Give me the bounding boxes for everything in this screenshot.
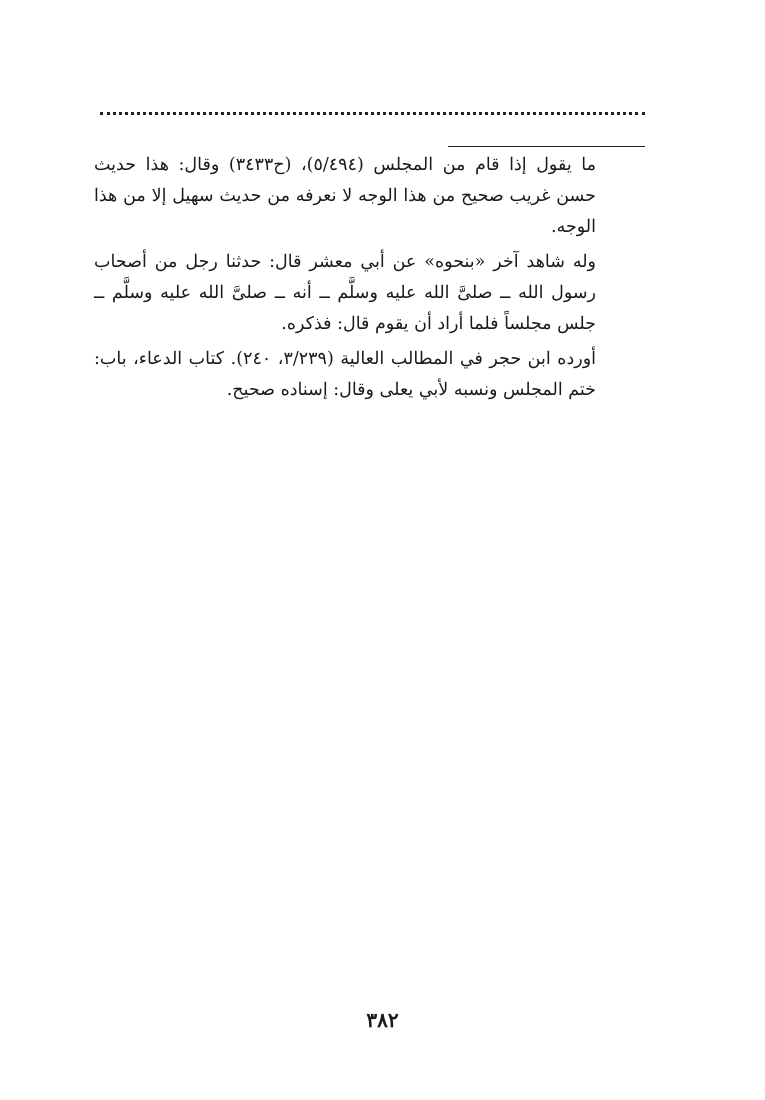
- footnote-divider: [448, 146, 645, 147]
- page-number: ٣٨٢: [366, 1008, 399, 1032]
- footnote-paragraph-ibn-hajar: أورده ابن حجر في المطالب العالية (٣/٢٣٩، ٢٤٠). كتاب الدعاء، باب: ختم المجلس ونسبه لأبي يعلى وقال: إسناده صحيح.: [94, 349, 597, 400]
- footnote-paragraph-tirmidhi: ما يقول إذا قام من المجلس (٥/٤٩٤)، (ح٣٤٣٣) وقال: هذا حديث حسن غريب صحيح من هذا الوجه لا نعرفه من حديث سهيل إلا من هذا الوجه.: [94, 155, 596, 237]
- dotted-separator: [100, 112, 645, 115]
- footnotes-section: [94, 150, 596, 406]
- footnote-paragraph-abu-mashar: وله شاهد آخر «بنحوه» عن أبي معشر قال: حدثنا رجل من أصحاب رسول الله ــ صلىَّ الله عليه وسلَّم ــ أنه ــ صلىَّ الله عليه وسلَّم ــ جلس مجلساً فلما أراد أن يقوم قال: فذكره.: [94, 252, 596, 334]
